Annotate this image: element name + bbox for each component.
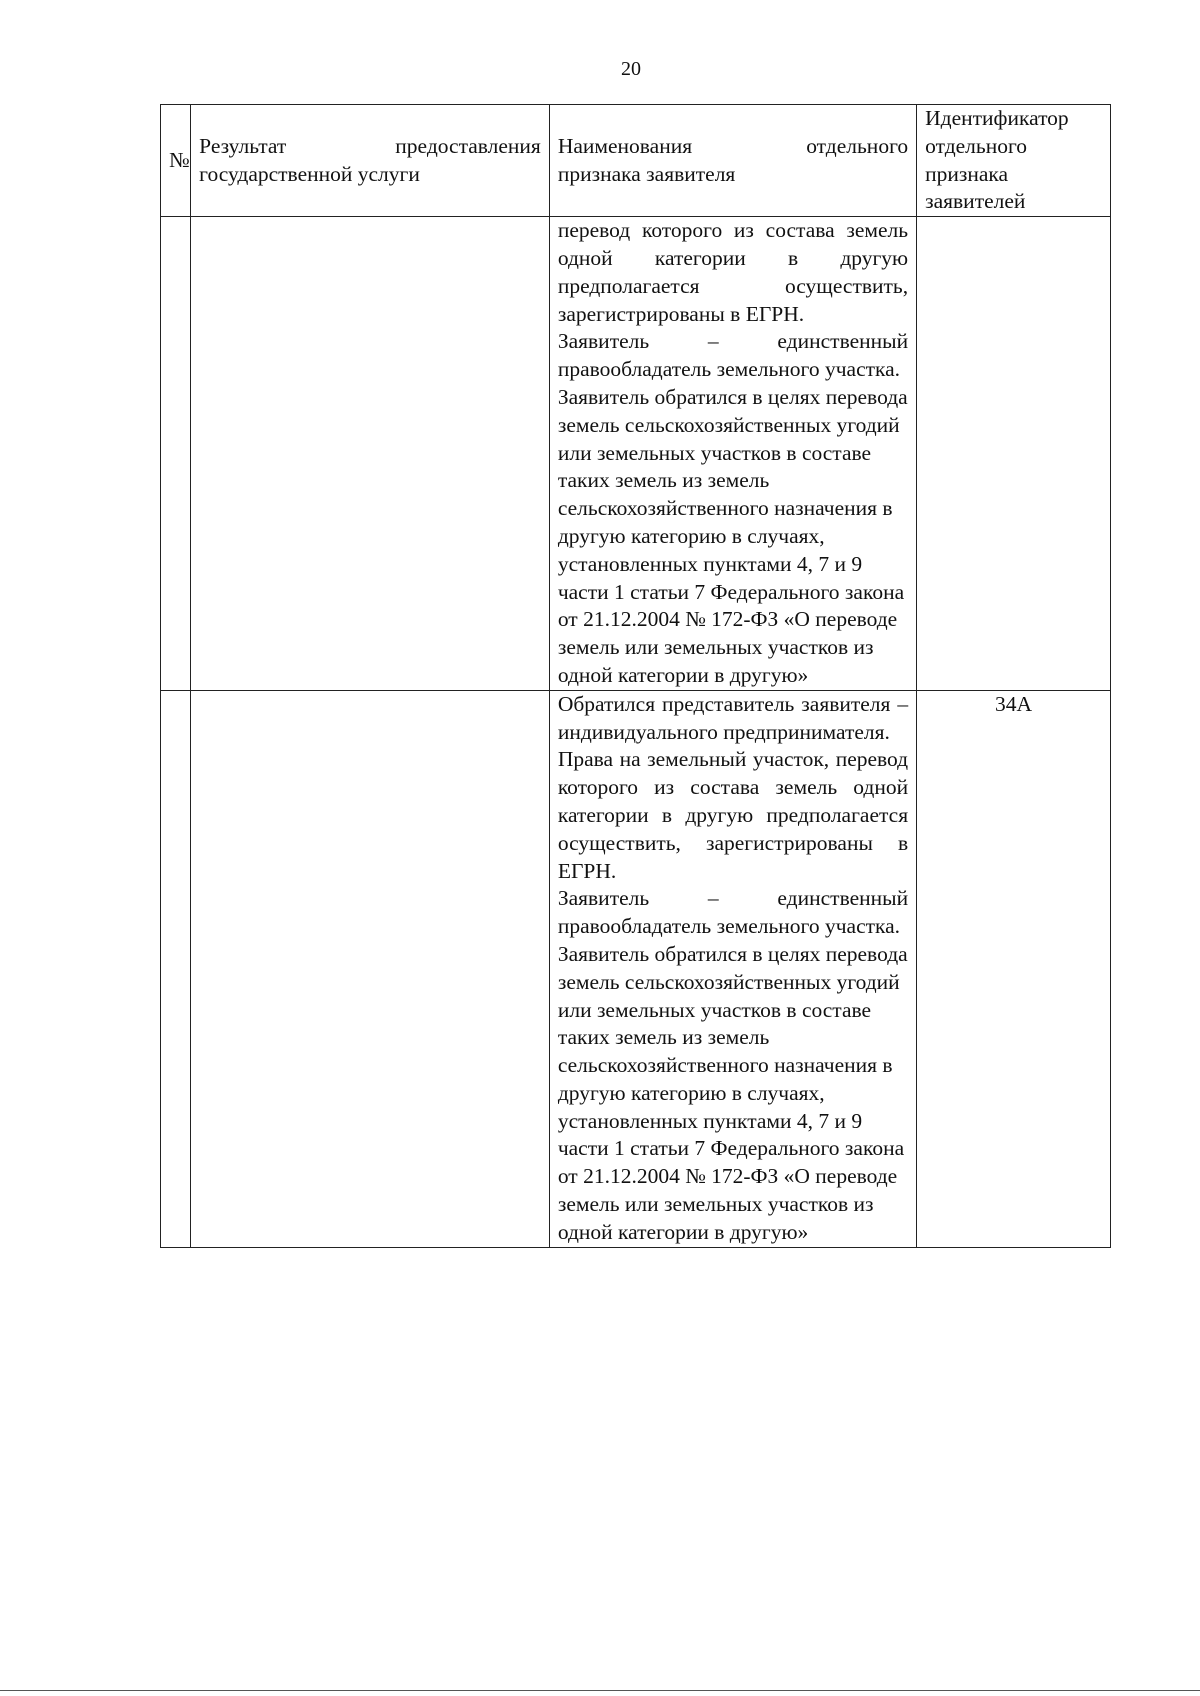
feature-paragraph: Заявитель обратился в целях перевода земель сельскохозяйственных угодий или земельных участков в составе таких земель из земель сельскохозяйственного назначения в другую категорию в случаях, установленных пунктами 4, 7 и 9 части 1 статьи 7 Федерального закона от 21.12.2004 № 172-ФЗ «О переводе земель или земельных участков из одной категории в другую»: [557, 941, 908, 1244]
cell-number: [161, 217, 191, 691]
header-name-line1: Наименования отдельного: [557, 133, 909, 158]
cell-applicant-feature: [549, 217, 916, 691]
table-row: [161, 217, 1111, 691]
cell-result: [191, 690, 550, 1247]
feature-paragraph: Права на земельный участок, перевод которого из состава земель одной категории в другую предполагается осуществить, зарегистрированы в ЕГРН.: [557, 747, 909, 883]
cell-identifier: [917, 217, 1111, 691]
feature-paragraph: Заявитель – единственный правообладатель земельного участка.: [557, 886, 909, 939]
cell-result: [191, 217, 550, 691]
feature-paragraph: Обратился представитель заявителя – индивидуального предпринимателя.: [557, 691, 909, 744]
header-applicant-feature: [549, 105, 916, 217]
table-header-row: [161, 105, 1111, 217]
cell-identifier: 34А: [917, 690, 1111, 1247]
header-result-line1: Результат предоставления: [199, 133, 541, 158]
feature-paragraph: перевод которого из состава земель одной категории в другую предполагается осуществить, зарегистрированы в ЕГРН.: [557, 218, 909, 326]
table-row: [161, 690, 1111, 1247]
cell-applicant-feature: [549, 690, 916, 1247]
header-result: [191, 105, 550, 217]
feature-paragraph: Заявитель – единственный правообладатель земельного участка.: [557, 329, 909, 382]
header-number: №: [161, 105, 191, 217]
table-body: [161, 217, 1111, 1247]
header-identifier: Идентификатор отдельного признака заявителей: [917, 105, 1111, 217]
feature-paragraph: Заявитель обратился в целях перевода земель сельскохозяйственных угодий или земельных участков в составе таких земель из земель сельскохозяйственного назначения в другую категорию в случаях, установленных пунктами 4, 7 и 9 части 1 статьи 7 Федерального закона от 21.12.2004 № 172-ФЗ «О переводе земель или земельных участков из одной категории в другую»: [557, 384, 908, 687]
page-bottom-rule: [0, 1690, 1200, 1691]
page-number: 20: [621, 58, 641, 80]
header-name-line2: признака заявителя: [557, 161, 736, 186]
header-result-line2: государственной услуги: [199, 161, 420, 186]
cell-number: [161, 690, 191, 1247]
applicant-criteria-table: [160, 104, 1111, 1248]
